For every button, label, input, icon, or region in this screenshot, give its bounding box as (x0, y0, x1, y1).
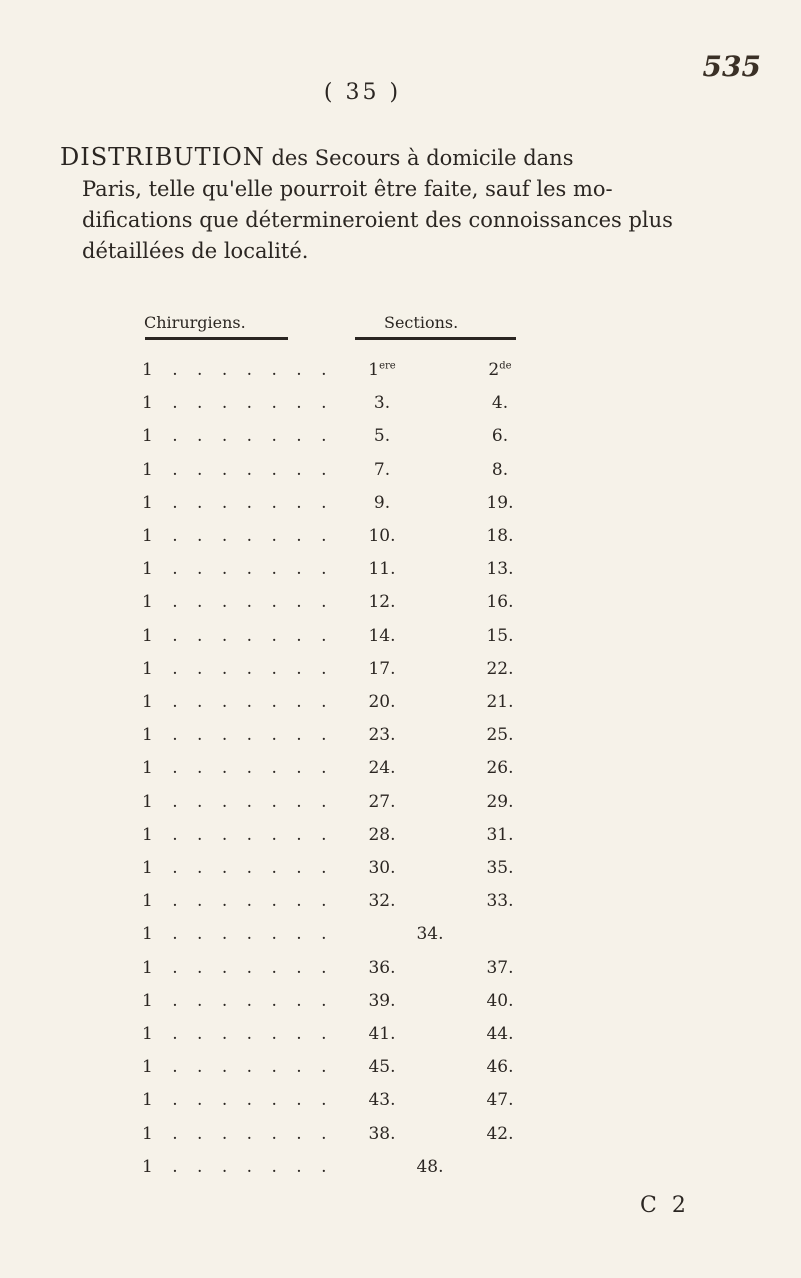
section-number-second-text: 25. (486, 725, 514, 746)
section-number-first (362, 1024, 402, 1044)
section-number-first-text: 20. (368, 692, 396, 712)
section-number-first (362, 659, 402, 679)
table-row (0, 758, 801, 788)
table-row (0, 659, 801, 689)
table-row (0, 825, 801, 855)
heading-line-3: difications que détermineroient des connoissances plus (82, 208, 673, 232)
section-number-first-text: 24. (368, 758, 396, 779)
section-number-first-text: 23. (368, 725, 396, 746)
section-number-second (480, 858, 520, 878)
table-row (0, 1124, 801, 1154)
surgeon-count: 1 . . . . . . . (142, 957, 334, 978)
section-number-second-text: 22. (486, 658, 514, 679)
manuscript-mark: 535 (702, 50, 761, 83)
section-number-first-text: 30. (368, 858, 396, 878)
column-header-sections: Sections. (384, 313, 459, 332)
header-rule-surgeons (145, 337, 288, 340)
section-number-first (362, 792, 402, 812)
section-number-first (362, 758, 402, 778)
section-number-first (362, 858, 402, 878)
section-number-first (362, 1090, 402, 1110)
surgeon-count: 1 . . . . . . . (142, 924, 334, 945)
section-number-second-text: 29. (486, 791, 514, 812)
section-number-first-text: 28. (368, 824, 396, 845)
table-row (0, 526, 801, 556)
section-number-single: 48. (416, 1156, 444, 1177)
section-number-second-text: 4. (491, 393, 509, 414)
surgeon-count: 1 . . . . . . . (142, 360, 334, 380)
section-number-second-text: 8. (491, 459, 509, 480)
table-row (0, 1057, 801, 1087)
section-number-second (480, 659, 520, 679)
table-row (0, 924, 801, 954)
table-row (0, 692, 801, 722)
page-number: ( 35 ) (323, 80, 402, 105)
section-number-second (480, 958, 520, 978)
section-number-second (480, 891, 520, 911)
section-number-first-text: 11. (368, 559, 396, 580)
section-number-second (480, 526, 520, 546)
section-number-first (362, 626, 402, 646)
section-number-first-text: 12. (368, 592, 396, 613)
section-number-first-text: 7. (373, 459, 391, 480)
section-number-first-text: 38. (368, 1123, 396, 1144)
section-number-first-text: 10. (368, 526, 396, 546)
section-number-second (480, 725, 520, 745)
section-number-first-text: 41. (368, 1024, 396, 1044)
section-number-second (480, 1057, 520, 1077)
surgeon-count: 1 . . . . . . . (142, 1090, 334, 1111)
surgeon-count: 1 . . . . . . . (142, 459, 334, 480)
section-number-single: 34. (416, 924, 444, 945)
section-number-second (480, 393, 520, 413)
section-number-second-text: 26. (486, 758, 514, 779)
section-number-first (362, 991, 402, 1011)
section-number-second-text: 42. (486, 1123, 514, 1144)
section-number-first-text: 14. (368, 625, 396, 646)
surgeon-count: 1 . . . . . . . (142, 426, 334, 447)
surgeon-count: 1 . . . . . . . (142, 1057, 334, 1078)
section-number-second-text: 15. (486, 625, 514, 646)
section-number-second-text: 31. (486, 824, 514, 845)
surgeon-count: 1 . . . . . . . (142, 1156, 334, 1177)
surgeon-count: 1 . . . . . . . (142, 592, 334, 613)
section-number-second (480, 792, 520, 812)
surgeon-count: 1 . . . . . . . (142, 559, 334, 580)
table-row (0, 592, 801, 622)
section-number-first-text: 17. (368, 658, 396, 679)
table-row (0, 1090, 801, 1120)
column-header-surgeons: Chirurgiens. (144, 313, 246, 332)
surgeon-count: 1 . . . . . . . (142, 692, 334, 712)
section-number-second (480, 493, 520, 513)
section-number-second (480, 825, 520, 845)
heading-lead: DISTRIBUTION (60, 143, 265, 171)
section-number-first (362, 1124, 402, 1144)
section-number-first (362, 426, 402, 446)
heading-line-2: Paris, telle qu'elle pourroit être faite, sauf les mo- (82, 177, 613, 201)
section-number-first-text: 36. (368, 957, 396, 978)
section-number-first-text: 45. (368, 1057, 396, 1078)
section-number-first-text: 3. (373, 393, 391, 414)
surgeon-count: 1 . . . . . . . (142, 791, 334, 812)
section-number-first-text: 43. (368, 1090, 396, 1111)
section-number-second (480, 460, 520, 480)
table-row (0, 360, 801, 390)
section-number-first-text: 5. (373, 426, 391, 447)
table-row (0, 1157, 801, 1187)
section-number-first (362, 1057, 402, 1077)
section-number-second-text: 33. (486, 891, 514, 912)
header-rule-sections (355, 337, 516, 340)
table-row (0, 626, 801, 656)
surgeon-count: 1 . . . . . . . (142, 658, 334, 679)
section-number-second-text: 46. (486, 1057, 514, 1078)
section-number-second-text: 6. (491, 426, 509, 447)
section-number-second (480, 758, 520, 778)
section-number-second (480, 1124, 520, 1144)
surgeon-count: 1 . . . . . . . (142, 824, 334, 845)
section-number-second-text: 35. (486, 858, 514, 878)
section-number-second (480, 360, 520, 380)
table-row (0, 393, 801, 423)
heading-line-1: des Secours à domicile dans (271, 146, 574, 170)
heading-paragraph (60, 142, 700, 267)
section-number-first (362, 958, 402, 978)
surgeon-count: 1 . . . . . . . (142, 990, 334, 1011)
section-number-second-text: 44. (486, 1024, 514, 1044)
section-number-first (362, 891, 402, 911)
table-row (0, 858, 801, 888)
section-number-first (362, 526, 402, 546)
table-row (0, 725, 801, 755)
table-row (0, 460, 801, 490)
section-number-second-text: 16. (486, 592, 514, 613)
table-row (0, 1024, 801, 1054)
surgeon-count: 1 . . . . . . . (142, 858, 334, 878)
table-row (0, 792, 801, 822)
section-number-second (480, 559, 520, 579)
section-number-first-text: 9. (373, 492, 391, 513)
section-number-second (480, 426, 520, 446)
section-number-second (480, 592, 520, 612)
section-number-second-text: 40. (486, 990, 514, 1011)
signature-mark: C 2 (640, 1193, 690, 1218)
section-number-first (362, 559, 402, 579)
section-number-first (362, 460, 402, 480)
section-number-first (362, 493, 402, 513)
section-number-first (362, 592, 402, 612)
section-number-first (362, 825, 402, 845)
surgeon-count: 1 . . . . . . . (142, 1024, 334, 1044)
surgeon-count: 1 . . . . . . . (142, 625, 334, 646)
surgeon-count: 1 . . . . . . . (142, 891, 334, 912)
section-number-first-text: 27. (368, 791, 396, 812)
section-number-first (362, 360, 402, 380)
table-row (0, 426, 801, 456)
section-number-second (480, 692, 520, 712)
section-number-second-text: 37. (486, 957, 514, 978)
table-row (0, 493, 801, 523)
section-number-first (362, 393, 402, 413)
ordinal-suffix: ere (379, 360, 396, 372)
ordinal-suffix: de (499, 360, 512, 372)
surgeon-count: 1 . . . . . . . (142, 492, 334, 513)
section-number-first (362, 692, 402, 712)
section-number-second-text: 13. (486, 559, 514, 580)
section-number-second-text: 2 (488, 360, 500, 380)
table-row (0, 559, 801, 589)
section-number-first-text: 32. (368, 891, 396, 912)
section-number-second (480, 626, 520, 646)
section-number-second (480, 1090, 520, 1110)
section-number-first-text: 1 (368, 360, 380, 380)
section-number-first (362, 725, 402, 745)
table-row (0, 891, 801, 921)
section-number-second (480, 1024, 520, 1044)
table-row (0, 958, 801, 988)
surgeon-count: 1 . . . . . . . (142, 758, 334, 779)
table-row (0, 991, 801, 1021)
surgeon-count: 1 . . . . . . . (142, 1123, 334, 1144)
section-number-second-text: 47. (486, 1090, 514, 1111)
surgeon-count: 1 . . . . . . . (142, 725, 334, 746)
section-number-first-text: 39. (368, 990, 396, 1011)
section-number-second (480, 991, 520, 1011)
section-number-second-text: 19. (486, 492, 514, 513)
surgeon-count: 1 . . . . . . . (142, 393, 334, 414)
section-number-second-text: 21. (486, 692, 514, 712)
surgeon-count: 1 . . . . . . . (142, 526, 334, 546)
heading-line-4: détaillées de localité. (82, 239, 309, 263)
section-number-second-text: 18. (486, 526, 514, 546)
